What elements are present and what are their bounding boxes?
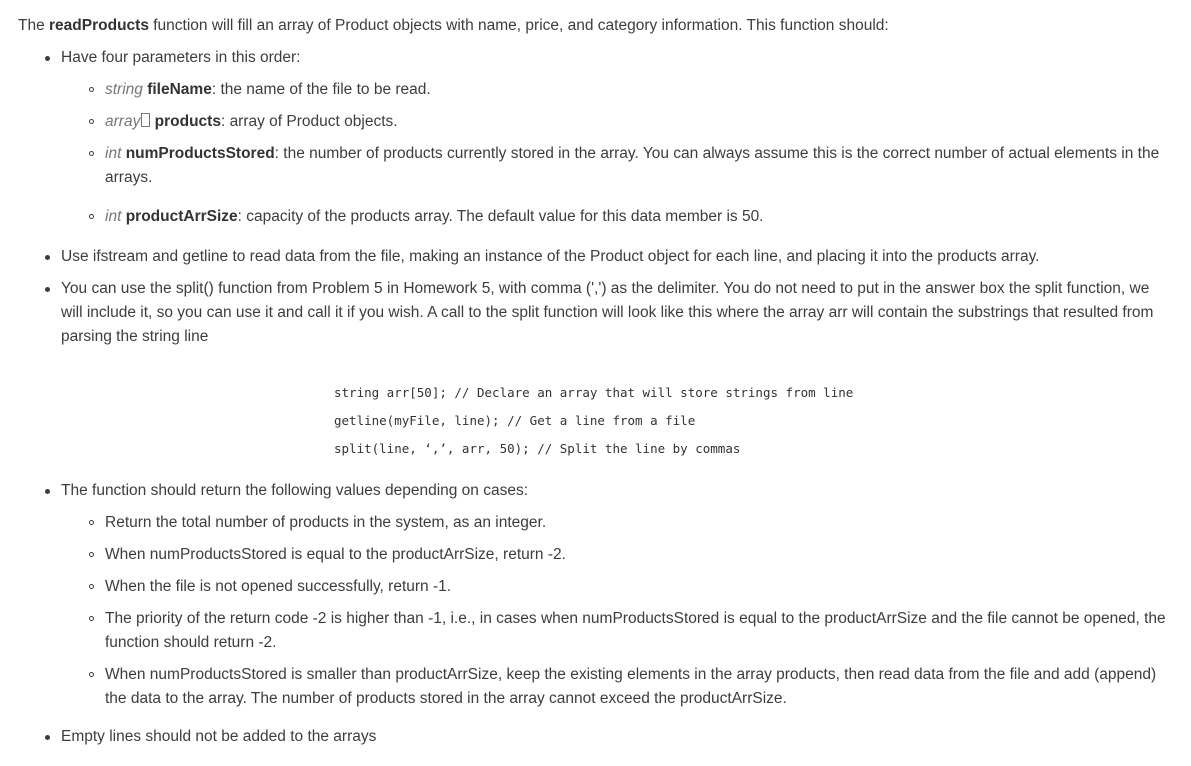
return-item: When numProductsStored is smaller than productArrSize, keep the existing elements in the array products, then read data from the file and add (append) the data to the array. The number of products stored in the array cannot exceed the productArrSize. [105,663,1173,711]
param-name: products [154,113,221,130]
code-line: getline(myFile, line); // Get a line from a file [334,413,696,428]
return-item: When numProductsStored is equal to the productArrSize, return -2. [105,543,1173,567]
empty-lines-text: Empty lines should not be added to the arrays [61,728,377,745]
function-name: readProducts [49,17,149,34]
return-item: The priority of the return code -2 is higher than -1, i.e., in cases when numProductsStored is equal to the productArrSize and the file cannot be opened, the function should return -2. [105,607,1173,655]
param-name: numProductsStored [125,145,275,162]
param-desc: : capacity of the products array. The default value for this data member is 50. [237,208,764,225]
return-values-list [61,511,1173,711]
param-type: string [105,81,143,98]
parameters-list [61,78,1173,229]
code-line: string arr[50]; // Declare an array that will store strings from line [334,385,854,400]
param-type: int [105,145,122,162]
return-item: When the file is not opened successfully, return -1. [105,575,1173,599]
param-desc: : array of Product objects. [220,113,398,130]
array-brackets-icon [141,113,150,127]
param-numproductsstored [105,142,1173,190]
return-item: Return the total number of products in the system, as an integer. [105,511,1173,535]
intro-paragraph [18,14,1173,38]
param-products [105,110,1173,134]
requirements-list [18,46,1173,749]
parameters-heading: Have four parameters in this order: [61,49,301,66]
intro-suffix: function will fill an array of Product objects with name, price, and category information. This function should: [148,17,889,34]
list-item-ifstream [61,245,1173,269]
list-item-returns [61,479,1173,711]
ifstream-text: Use ifstream and getline to read data from the file, making an instance of the Product object for each line, and placing it into the products array. [61,248,1040,265]
param-name: productArrSize [125,208,238,225]
param-filename [105,78,1173,102]
list-item-split [61,277,1173,463]
param-desc: : the name of the file to be read. [211,81,431,98]
split-text: You can use the split() function from Problem 5 in Homework 5, with comma (',') as the delimiter. You do not need to put in the answer box the split function, we will include it, so you can use it and call it if you wish. A call to the split function will look like this where the array arr will contain the substrings that resulted from parsing the string line [61,280,1154,345]
code-line: split(line, ‘,’, arr, 50); // Split the line by commas [334,441,741,456]
param-type: int [105,208,122,225]
param-name: fileName [147,81,212,98]
list-item-parameters [61,46,1173,229]
param-type: array [105,113,141,130]
list-item-empty-lines [61,725,1173,749]
returns-heading: The function should return the following values depending on cases: [61,482,529,499]
param-desc: : the number of products currently stored in the array. You can always assume this is the correct number of actual elements in the arrays. [105,145,1160,186]
param-productarrsize [105,205,1173,229]
code-example [334,379,1173,463]
intro-prefix: The [18,17,50,34]
